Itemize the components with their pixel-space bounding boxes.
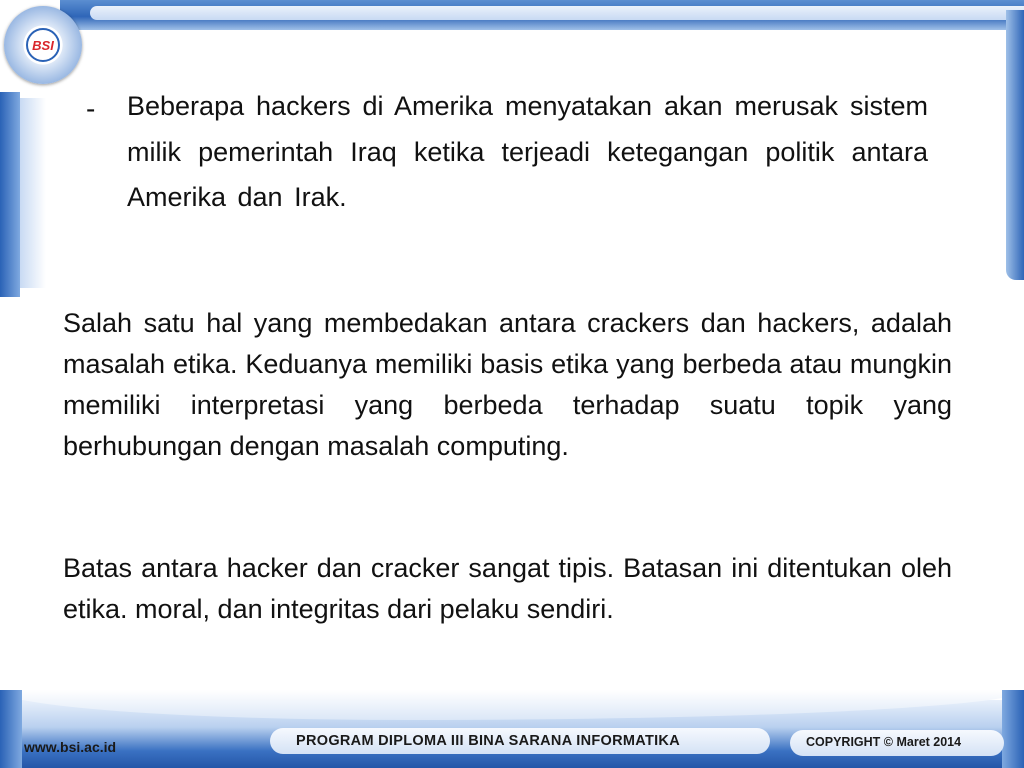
footer-copyright: COPYRIGHT © Maret 2014 bbox=[806, 735, 962, 749]
footer bbox=[0, 690, 1024, 768]
logo-mark: BSI bbox=[26, 28, 60, 62]
footer-left-cap bbox=[0, 690, 22, 768]
bullet-paragraph: Beberapa hackers di Amerika menyatakan akan merusak sistem milik pemerintah Iraq ketika terjeadi ketegangan politik antara Amerika dan Irak. bbox=[127, 91, 928, 212]
footer-url: www.bsi.ac.id bbox=[24, 739, 117, 755]
footer-right-cap bbox=[1002, 690, 1024, 768]
footer-program-title: PROGRAM DIPLOMA III BINA SARANA INFORMATIKA bbox=[296, 733, 680, 749]
body-paragraph-1: Salah satu hal yang membedakan antara crackers dan hackers, adalah masalah etika. Keduanya memiliki basis etika yang berbeda atau mungkin memiliki interpretasi yang berbeda terhadap suatu topik yang berhubungan dengan masalah computing. bbox=[63, 308, 952, 461]
bullet-dash: - bbox=[86, 93, 96, 124]
body-paragraph-2: Batas antara hacker dan cracker sangat tipis. Batasan ini ditentukan oleh etika. moral, dan integritas dari pelaku sendiri. bbox=[63, 553, 952, 624]
